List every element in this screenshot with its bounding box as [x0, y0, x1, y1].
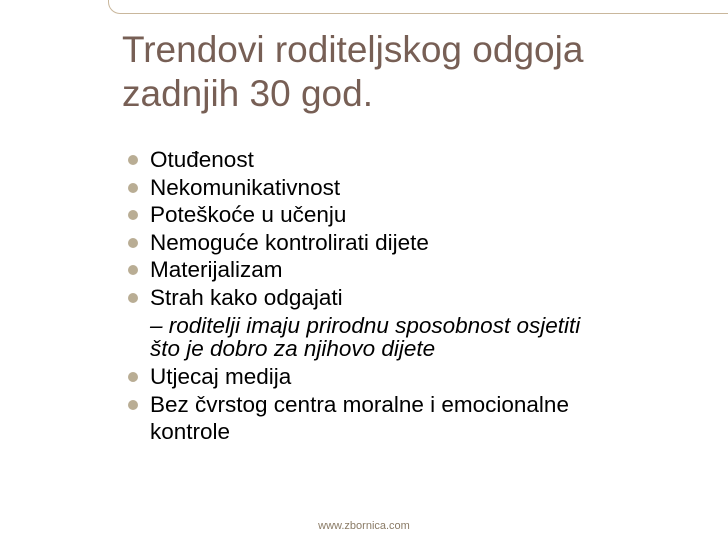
title-line-1: Trendovi roditeljskog odgoja — [122, 29, 584, 70]
list-item — [128, 284, 688, 364]
list-item-text-line-2: kontrole — [150, 419, 231, 444]
bullet-icon — [128, 400, 138, 410]
bullet-icon — [128, 183, 138, 193]
list-item — [128, 174, 688, 202]
bullet-icon — [128, 210, 138, 220]
list-item — [128, 229, 688, 257]
subtext-line-1: – roditelji imaju prirodnu sposobnost osjetiti — [150, 313, 581, 338]
bullet-icon — [128, 155, 138, 165]
list-item — [128, 363, 688, 391]
list-item-text: Bez čvrstog centra moralne i emocionalne — [150, 391, 569, 417]
list-item-subtext — [150, 311, 688, 363]
subtext-line-2: što je dobro za njihovo dijete — [150, 336, 436, 361]
list-item — [128, 146, 688, 174]
list-item-text: Utjecaj medija — [150, 364, 292, 389]
bullet-icon — [128, 293, 138, 303]
list-item-text: Poteškoće u učenju — [150, 202, 347, 227]
list-item — [128, 391, 688, 446]
slide-title — [122, 28, 712, 116]
footer-url: www.zbornica.com — [318, 520, 410, 532]
list-item — [128, 256, 688, 284]
bullet-icon — [128, 372, 138, 382]
list-item-text: Strah kako odgajati — [150, 284, 343, 310]
list-item-text: Nekomunikativnost — [150, 174, 341, 200]
list-item-text: Otuđenost — [150, 147, 254, 172]
title-line-2: zadnjih 30 god. — [122, 73, 373, 114]
list-item-text: Materijalizam — [150, 257, 283, 282]
bullet-list — [128, 146, 688, 446]
bullet-icon — [128, 238, 138, 248]
list-item-text: Nemoguće kontrolirati dijete — [150, 229, 429, 255]
bullet-icon — [128, 265, 138, 275]
list-item — [128, 201, 688, 229]
frame-top-decoration — [108, 0, 728, 14]
